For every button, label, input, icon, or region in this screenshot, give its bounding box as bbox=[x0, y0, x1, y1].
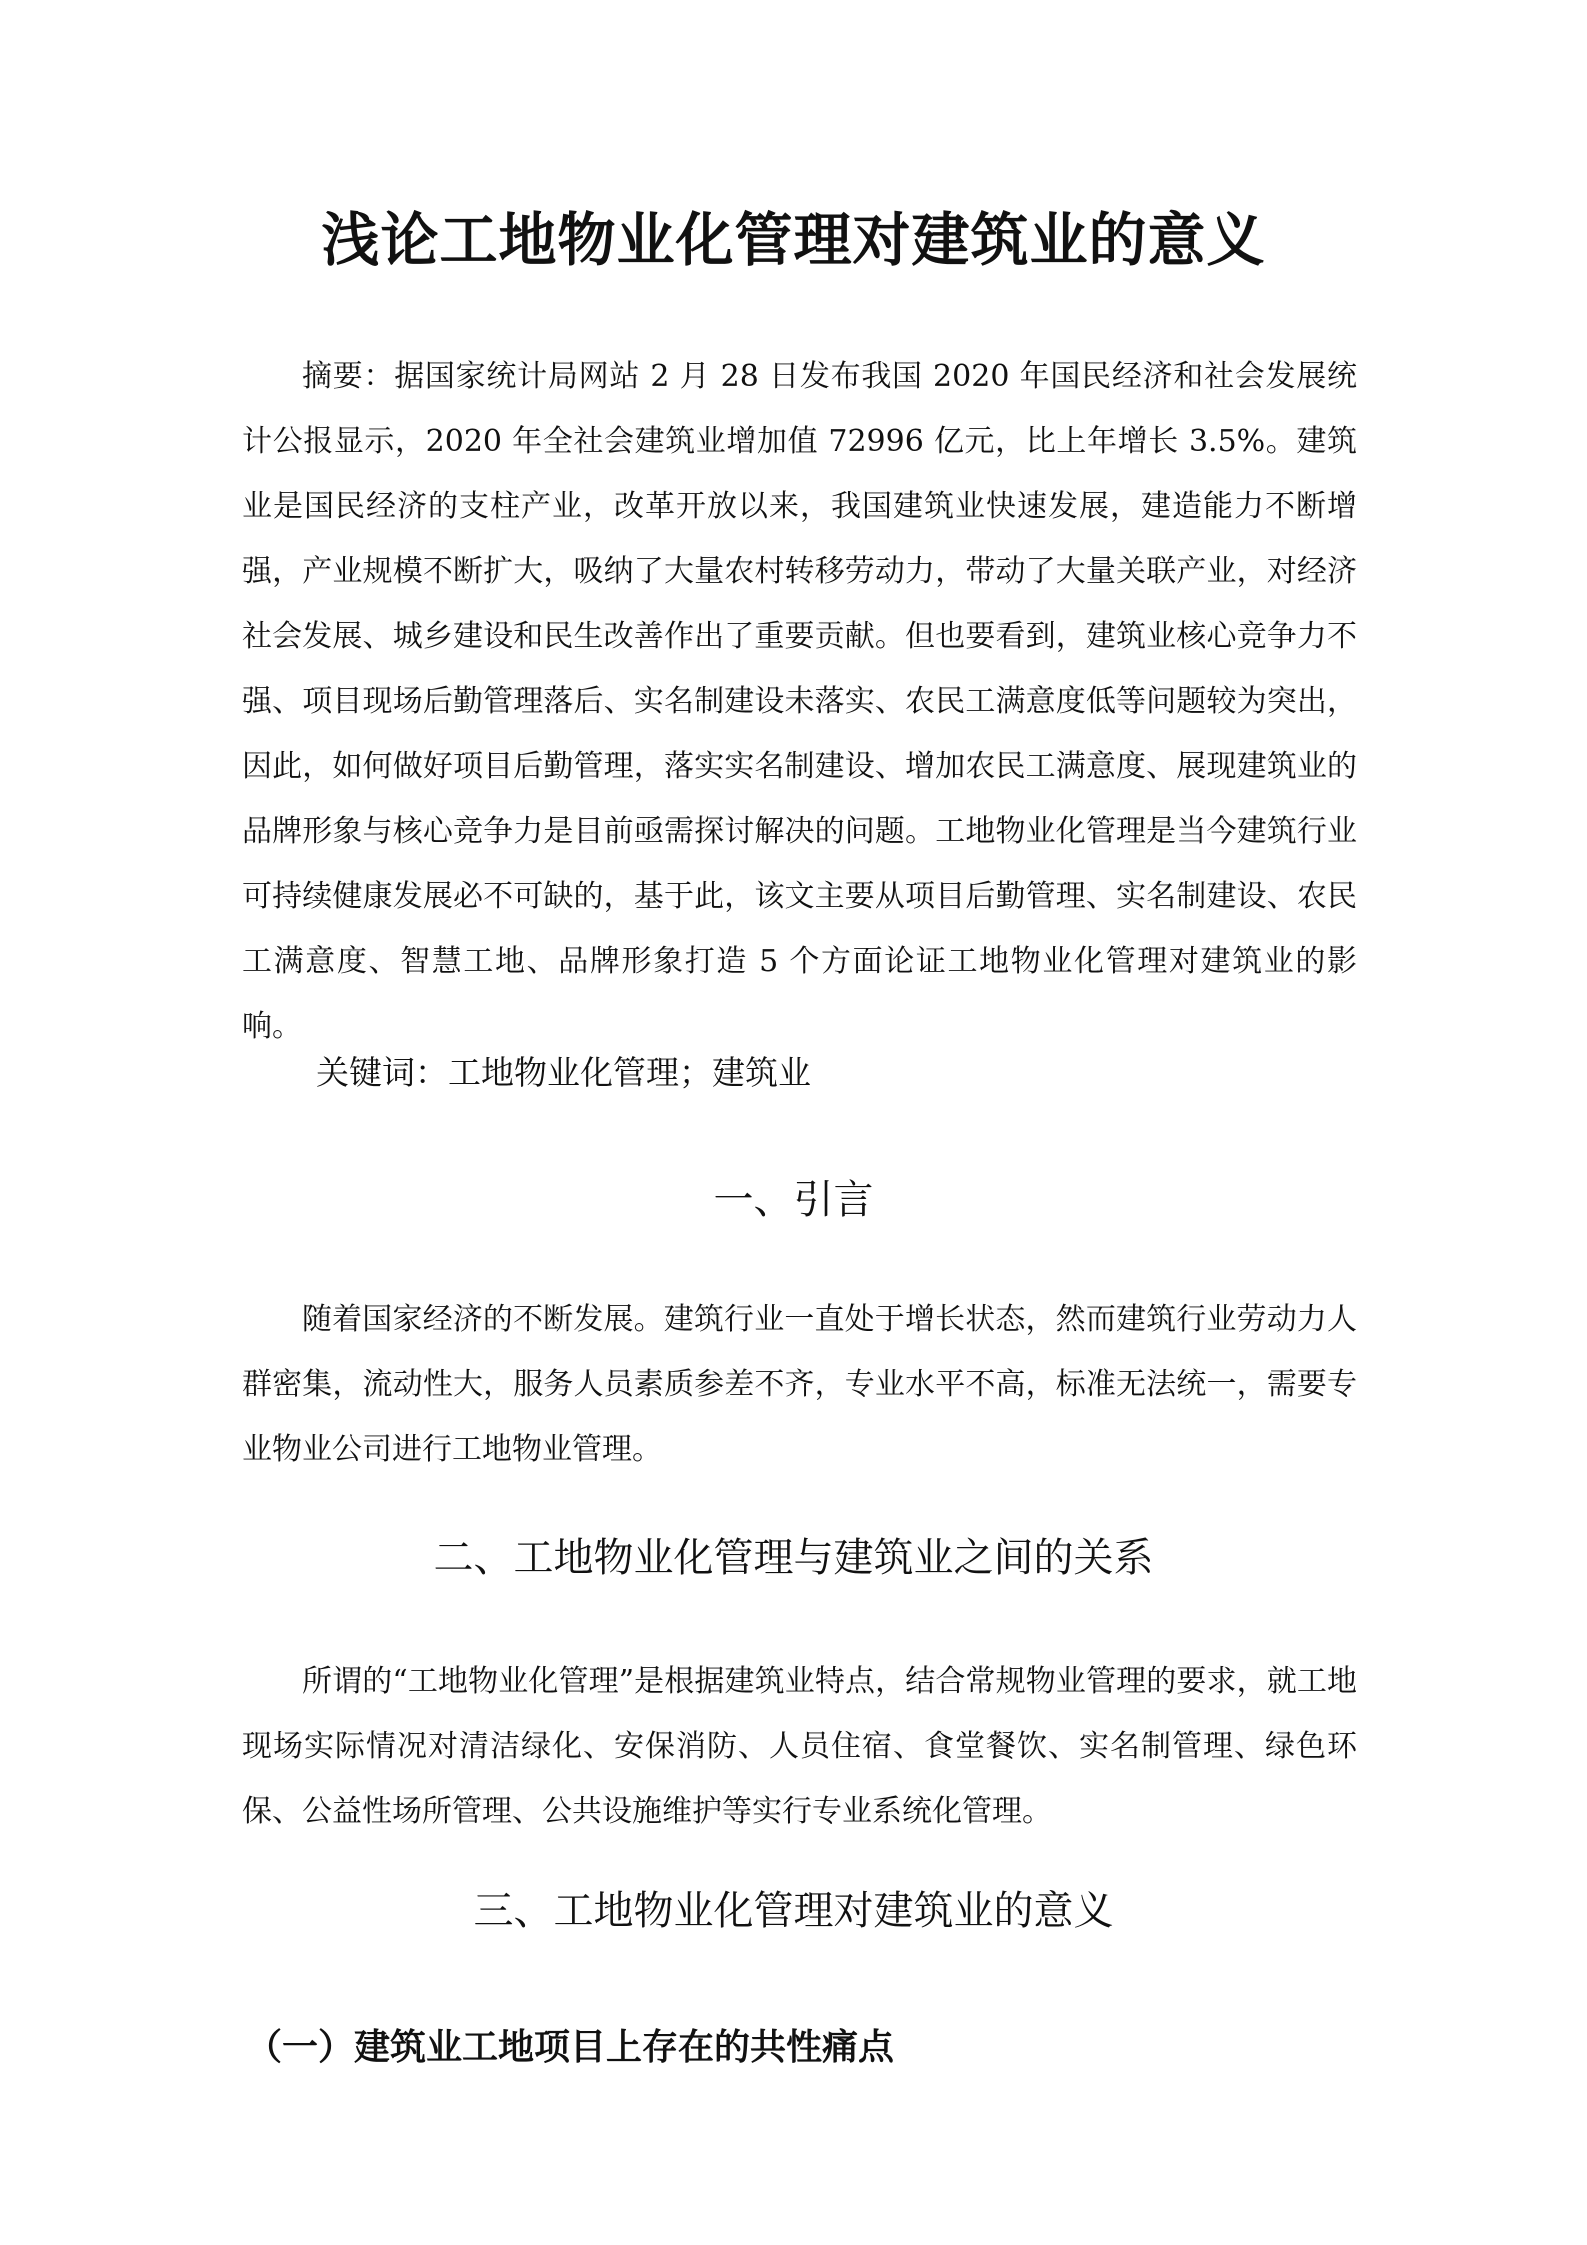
document-title: 浅论工地物业化管理对建筑业的意义 bbox=[321, 206, 1266, 274]
abstract-paragraph: 摘要：据国家统计局网站 2 月 28 日发布我国 2020 年国民经济和社会发展统计公报显示，2020 年全社会建筑业增加值 72996 亿元，比上年增长 3.5%。建筑业是国民经济的支柱产业，改革开放以来，我国建筑业快速发展，建造能力不断增强，产业规模不断扩大，吸纳了大量农村转移劳动力，带动了大量关联产业，对经济社会发展、城乡建设和民生改善作出了重要贡献。但也要看到，建筑业核心竞争力不强、项目现场后勤管理落后、实名制建设未落实、农民工满意度低等问题较为突出，因此，如何做好项目后勤管理，落实实名制建设、增加农民工满意度、展现建筑业的品牌形象与核心竞争力是目前亟需探讨解决的问题。工地物业化管理是当今建筑行业可持续健康发展必不可缺的，基于此，该文主要从项目后勤管理、实名制建设、农民工满意度、智慧工地、品牌形象打造 5 个方面论证工地物业化管理对建筑业的影响。 bbox=[242, 359, 1357, 1044]
introduction-paragraph: 随着国家经济的不断发展。建筑行业一直处于增长状态，然而建筑行业劳动力人群密集，流动性大，服务人员素质参差不齐，专业水平不高，标准无法统一，需要专业物业公司进行工地物业管理。 bbox=[242, 1302, 1357, 1467]
section-heading-introduction: 一、引言 bbox=[713, 1177, 874, 1223]
relationship-paragraph: 所谓的“工地物业化管理”是根据建筑业特点，结合常规物业管理的要求，就工地现场实际情况对清洁绿化、安保消防、人员住宿、食堂餐饮、实名制管理、绿色环保、公益性场所管理、公共设施维护等实行专业系统化管理。 bbox=[242, 1664, 1357, 1829]
section-heading-relationship: 二、工地物业化管理与建筑业之间的关系 bbox=[433, 1535, 1154, 1581]
subsection-heading-pain-points: （一）建筑业工地项目上存在的共性痛点 bbox=[246, 2027, 895, 2068]
keywords-line: 关键词：工地物业化管理；建筑业 bbox=[316, 1053, 811, 1092]
section-heading-significance: 三、工地物业化管理对建筑业的意义 bbox=[473, 1888, 1114, 1934]
